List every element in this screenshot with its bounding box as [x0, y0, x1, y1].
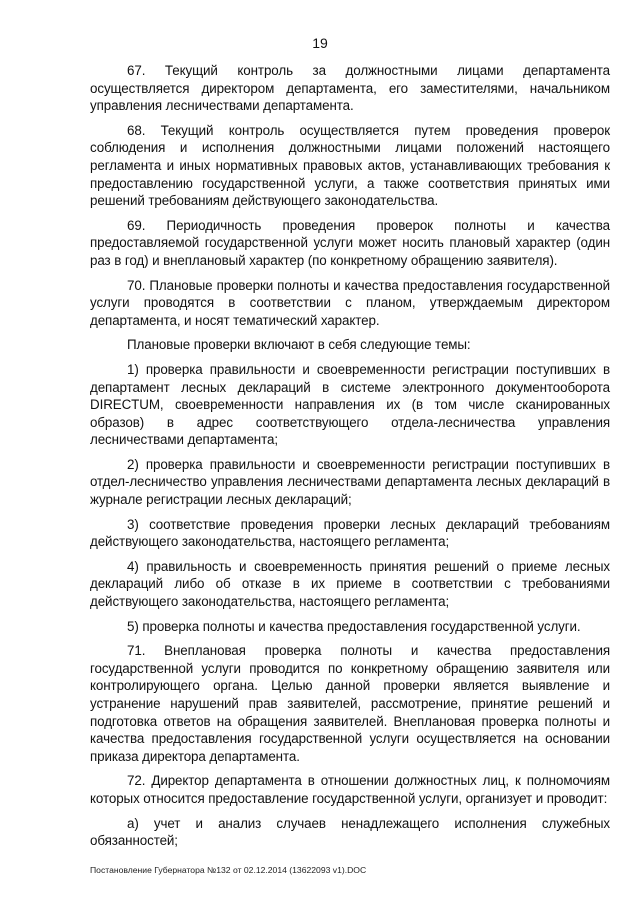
page-number: 19 [312, 35, 328, 51]
document-footer: Постановление Губернатора №132 от 02.12.2014 (13622093 v1).DOC [90, 865, 367, 875]
paragraph-topics-intro: Плановые проверки включают в себя следующие темы: [127, 337, 471, 353]
paragraph-67: 67. Текущий контроль за должностными лицами департамента осуществляется директором департамента, его заместителями, начальником управления лесничествами департамента. [90, 63, 610, 114]
paragraph-72: 72. Директор департамента в отношении должностных лиц, к полномочиям которых относится предоставление государственной услуги, организует и проводит: [90, 773, 610, 806]
topic-item-4: 4) правильность и своевременность принятия решений о приеме лесных деклараций либо об отказе в их приеме в соответствии с требованиями действующего законодательства, настоящего регламента; [90, 558, 610, 610]
topic-item-3: 3) соответствие проведения проверки лесных деклараций требованиям действующего законодательства, настоящего регламента; [90, 516, 610, 550]
paragraph-70: 70. Плановые проверки полноты и качества предоставления государственной услуги проводятся в соответствии с планом, утверждаемым директором департамента, и носят тематический характер. [90, 277, 610, 328]
topic-item-2: 2) проверка правильности и своевременности регистрации поступивших в отдел-лесничество управления лесничествами департамента лесных деклараций в журнале регистрации лесных деклараций; [90, 456, 610, 508]
paragraph-72-item-a: а) учет и анализ случаев ненадлежащего исполнения служебных обязанностей; [90, 815, 610, 849]
paragraph-71: 71. Внеплановая проверка полноты и качества предоставления государственной услуги проводится по конкретному обращению заявителя или контролирующего органа. Целью данной проверки является выявление и устранение нарушений прав заявителей, рассмотрение, принятие решений и подготовка ответов на обращения заявителей. Внеплановая проверка полноты и качества предоставления государственной услуги осуществляется на основании приказа директора департамента. [90, 643, 610, 764]
paragraph-68: 68. Текущий контроль осуществляется путем проведения проверок соблюдения и исполнения должностными лицами положений настоящего регламента и иных нормативных правовых актов, устанавливающих требования к предоставлению государственной услуги, а также соответствия принятых ими решений требованиям действующего законодательства. [90, 122, 610, 209]
topic-item-5: 5) проверка полноты и качества предоставления государственной услуги. [127, 618, 581, 634]
paragraph-69: 69. Периодичность проведения проверок полноты и качества предоставляемой государственной услуги может носить плановый характер (один раз в год) и внеплановый характер (по конкретному обращению заявителя). [90, 217, 610, 268]
topic-item-1: 1) проверка правильности и своевременности регистрации поступивших в департамент лесных деклараций в системе электронного документооборота DIRECTUM, своевременности направления их (в том числе сканированных образов) в адрес соответствующего отдела-лесничества управления лесничествами департамента; [90, 361, 610, 448]
document-body [90, 62, 610, 857]
